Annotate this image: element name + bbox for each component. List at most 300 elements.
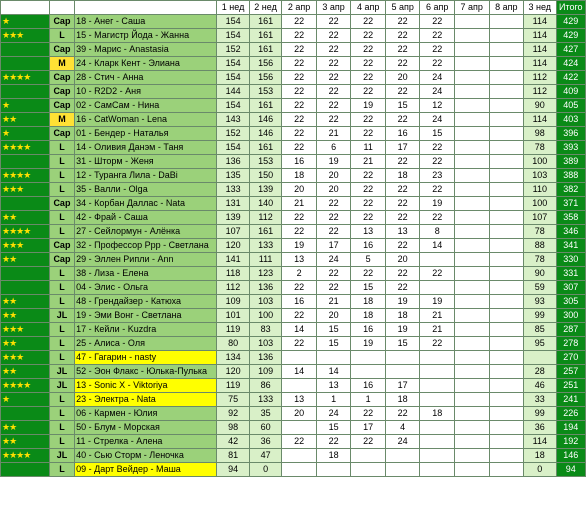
participant-name[interactable]: 23 - Электра - Nata xyxy=(75,393,217,407)
week1-cell[interactable]: 154 xyxy=(217,57,250,71)
day-score-cell[interactable] xyxy=(454,183,489,197)
table-row[interactable] xyxy=(1,435,586,449)
day-score-cell[interactable] xyxy=(454,169,489,183)
day-score-cell[interactable] xyxy=(454,85,489,99)
day-score-cell[interactable] xyxy=(489,239,524,253)
day-score-cell[interactable]: 16 xyxy=(282,295,317,309)
day-score-cell[interactable] xyxy=(282,351,317,365)
week1-cell[interactable]: 112 xyxy=(217,281,250,295)
total-cell[interactable]: 371 xyxy=(556,197,585,211)
day-score-cell[interactable] xyxy=(454,463,489,477)
day-score-cell[interactable]: 22 xyxy=(282,337,317,351)
week2-cell[interactable]: 133 xyxy=(249,393,282,407)
total-cell[interactable]: 257 xyxy=(556,365,585,379)
week3-cell[interactable]: 112 xyxy=(524,85,557,99)
day-score-cell[interactable] xyxy=(454,15,489,29)
day-score-cell[interactable]: 22 xyxy=(316,435,351,449)
day-score-cell[interactable] xyxy=(454,407,489,421)
day-score-cell[interactable]: 22 xyxy=(351,57,386,71)
total-cell[interactable]: 305 xyxy=(556,295,585,309)
participant-name[interactable]: 35 - Валли - Olga xyxy=(75,183,217,197)
day-score-cell[interactable]: 22 xyxy=(316,85,351,99)
day-score-cell[interactable]: 22 xyxy=(351,435,386,449)
rank-cell[interactable]: L xyxy=(49,169,74,183)
rank-cell[interactable]: L xyxy=(49,183,74,197)
table-row[interactable] xyxy=(1,253,586,267)
day-score-cell[interactable]: 22 xyxy=(385,85,420,99)
rank-cell[interactable]: L xyxy=(49,351,74,365)
day-score-cell[interactable]: 20 xyxy=(282,407,317,421)
day-score-cell[interactable] xyxy=(351,365,386,379)
week3-cell[interactable]: 95 xyxy=(524,337,557,351)
week3-cell[interactable]: 78 xyxy=(524,141,557,155)
day-score-cell[interactable]: 15 xyxy=(316,337,351,351)
day-score-cell[interactable]: 21 xyxy=(420,323,455,337)
participant-name[interactable]: 47 - Гагарин - nasty xyxy=(75,351,217,365)
week3-cell[interactable]: 100 xyxy=(524,155,557,169)
day-score-cell[interactable]: 22 xyxy=(385,155,420,169)
day-score-cell[interactable]: 22 xyxy=(351,169,386,183)
week3-cell[interactable]: 114 xyxy=(524,43,557,57)
day-score-cell[interactable] xyxy=(489,15,524,29)
day-score-cell[interactable] xyxy=(282,421,317,435)
day-score-cell[interactable]: 18 xyxy=(316,449,351,463)
total-cell[interactable]: 429 xyxy=(556,15,585,29)
day-score-cell[interactable]: 22 xyxy=(282,211,317,225)
week1-cell[interactable]: 154 xyxy=(217,15,250,29)
day-score-cell[interactable]: 14 xyxy=(420,239,455,253)
rank-cell[interactable]: L xyxy=(49,141,74,155)
day-score-cell[interactable] xyxy=(489,197,524,211)
day-score-cell[interactable] xyxy=(454,141,489,155)
participant-name[interactable]: 15 - Магистр Йода - Жанна xyxy=(75,29,217,43)
table-row[interactable] xyxy=(1,393,586,407)
day-score-cell[interactable]: 22 xyxy=(282,71,317,85)
week3-cell[interactable]: 114 xyxy=(524,435,557,449)
day-score-cell[interactable] xyxy=(420,421,455,435)
day-score-cell[interactable]: 24 xyxy=(316,407,351,421)
week2-cell[interactable]: 161 xyxy=(249,225,282,239)
day-score-cell[interactable]: 22 xyxy=(282,141,317,155)
day-score-cell[interactable] xyxy=(489,71,524,85)
day-score-cell[interactable] xyxy=(489,29,524,43)
day-score-cell[interactable]: 17 xyxy=(316,239,351,253)
table-row[interactable] xyxy=(1,267,586,281)
day-score-cell[interactable]: 22 xyxy=(316,267,351,281)
day-score-cell[interactable] xyxy=(489,253,524,267)
day-score-cell[interactable]: 22 xyxy=(316,99,351,113)
day-score-cell[interactable]: 14 xyxy=(316,365,351,379)
day-score-cell[interactable]: 15 xyxy=(385,99,420,113)
week3-cell[interactable]: 99 xyxy=(524,309,557,323)
week3-cell[interactable]: 98 xyxy=(524,127,557,141)
total-cell[interactable]: 427 xyxy=(556,43,585,57)
day-score-cell[interactable]: 22 xyxy=(282,29,317,43)
table-row[interactable] xyxy=(1,337,586,351)
day-score-cell[interactable]: 22 xyxy=(420,337,455,351)
day-score-cell[interactable]: 16 xyxy=(351,239,386,253)
day-score-cell[interactable] xyxy=(454,351,489,365)
week2-cell[interactable]: 153 xyxy=(249,85,282,99)
day-score-cell[interactable]: 6 xyxy=(316,141,351,155)
day-score-cell[interactable]: 22 xyxy=(351,85,386,99)
week2-cell[interactable]: 161 xyxy=(249,141,282,155)
day-score-cell[interactable]: 19 xyxy=(282,239,317,253)
rank-cell[interactable]: L xyxy=(49,29,74,43)
participant-name[interactable]: 50 - Блум - Морская xyxy=(75,421,217,435)
day-score-cell[interactable]: 21 xyxy=(316,295,351,309)
day-score-cell[interactable] xyxy=(489,267,524,281)
table-row[interactable] xyxy=(1,449,586,463)
day-score-cell[interactable]: 18 xyxy=(351,295,386,309)
week2-cell[interactable]: 36 xyxy=(249,435,282,449)
rank-cell[interactable]: L xyxy=(49,211,74,225)
day-score-cell[interactable]: 22 xyxy=(282,85,317,99)
rank-cell[interactable]: JL xyxy=(49,449,74,463)
day-score-cell[interactable] xyxy=(454,71,489,85)
day-score-cell[interactable] xyxy=(454,281,489,295)
table-row[interactable] xyxy=(1,463,586,477)
day-score-cell[interactable]: 18 xyxy=(385,169,420,183)
participant-name[interactable]: 27 - Сейлормун - Алёнка xyxy=(75,225,217,239)
day-score-cell[interactable] xyxy=(351,449,386,463)
total-cell[interactable]: 331 xyxy=(556,267,585,281)
rank-cell[interactable]: Cap xyxy=(49,239,74,253)
week2-cell[interactable]: 123 xyxy=(249,267,282,281)
day-score-cell[interactable] xyxy=(489,183,524,197)
day-score-cell[interactable]: 18 xyxy=(420,407,455,421)
day-score-cell[interactable]: 22 xyxy=(351,211,386,225)
day-score-cell[interactable] xyxy=(454,57,489,71)
day-score-cell[interactable]: 20 xyxy=(316,183,351,197)
week2-cell[interactable]: 161 xyxy=(249,29,282,43)
day-score-cell[interactable]: 17 xyxy=(351,421,386,435)
day-score-cell[interactable]: 18 xyxy=(351,309,386,323)
week1-cell[interactable]: 109 xyxy=(217,295,250,309)
week3-cell[interactable]: 18 xyxy=(524,449,557,463)
day-score-cell[interactable] xyxy=(454,295,489,309)
rank-cell[interactable]: Cap xyxy=(49,197,74,211)
table-row[interactable] xyxy=(1,183,586,197)
day-score-cell[interactable]: 22 xyxy=(282,99,317,113)
day-score-cell[interactable]: 19 xyxy=(316,155,351,169)
day-score-cell[interactable] xyxy=(489,421,524,435)
day-score-cell[interactable] xyxy=(489,155,524,169)
day-score-cell[interactable] xyxy=(489,407,524,421)
day-score-cell[interactable]: 15 xyxy=(316,421,351,435)
day-score-cell[interactable]: 22 xyxy=(420,267,455,281)
participant-name[interactable]: 48 - Грендайзер - Катюха xyxy=(75,295,217,309)
rank-cell[interactable]: L xyxy=(49,155,74,169)
day-score-cell[interactable]: 22 xyxy=(385,43,420,57)
week3-cell[interactable]: 28 xyxy=(524,365,557,379)
participant-name[interactable]: 28 - Стич - Анна xyxy=(75,71,217,85)
participant-name[interactable]: 24 - Кларк Кент - Элиана xyxy=(75,57,217,71)
week3-cell[interactable]: 103 xyxy=(524,169,557,183)
day-score-cell[interactable]: 22 xyxy=(420,155,455,169)
day-score-cell[interactable] xyxy=(454,323,489,337)
week1-cell[interactable]: 131 xyxy=(217,197,250,211)
week2-cell[interactable]: 161 xyxy=(249,43,282,57)
day-score-cell[interactable]: 22 xyxy=(351,407,386,421)
total-cell[interactable]: 424 xyxy=(556,57,585,71)
day-score-cell[interactable]: 22 xyxy=(351,113,386,127)
total-cell[interactable]: 429 xyxy=(556,29,585,43)
day-score-cell[interactable]: 22 xyxy=(385,113,420,127)
day-score-cell[interactable]: 23 xyxy=(420,169,455,183)
day-score-cell[interactable] xyxy=(454,435,489,449)
table-row[interactable] xyxy=(1,15,586,29)
week2-cell[interactable]: 136 xyxy=(249,281,282,295)
day-score-cell[interactable]: 20 xyxy=(385,253,420,267)
table-row[interactable] xyxy=(1,239,586,253)
week3-cell[interactable]: 90 xyxy=(524,267,557,281)
day-score-cell[interactable]: 14 xyxy=(282,365,317,379)
week2-cell[interactable]: 150 xyxy=(249,169,282,183)
week1-cell[interactable]: 107 xyxy=(217,225,250,239)
table-row[interactable] xyxy=(1,57,586,71)
day-score-cell[interactable] xyxy=(454,211,489,225)
rank-cell[interactable]: L xyxy=(49,267,74,281)
rank-cell[interactable]: Cap xyxy=(49,15,74,29)
week1-cell[interactable]: 135 xyxy=(217,169,250,183)
participant-name[interactable]: 39 - Марис - Anastasia xyxy=(75,43,217,57)
day-score-cell[interactable]: 20 xyxy=(282,183,317,197)
day-score-cell[interactable] xyxy=(420,365,455,379)
day-score-cell[interactable] xyxy=(420,393,455,407)
day-score-cell[interactable] xyxy=(489,113,524,127)
day-score-cell[interactable]: 22 xyxy=(282,15,317,29)
day-score-cell[interactable]: 21 xyxy=(282,197,317,211)
day-score-cell[interactable]: 22 xyxy=(420,29,455,43)
total-cell[interactable]: 94 xyxy=(556,463,585,477)
day-score-cell[interactable]: 24 xyxy=(420,71,455,85)
day-score-cell[interactable]: 22 xyxy=(316,211,351,225)
week2-cell[interactable]: 139 xyxy=(249,183,282,197)
table-row[interactable] xyxy=(1,99,586,113)
total-cell[interactable]: 146 xyxy=(556,449,585,463)
table-row[interactable] xyxy=(1,29,586,43)
day-score-cell[interactable]: 11 xyxy=(351,141,386,155)
day-score-cell[interactable]: 24 xyxy=(420,113,455,127)
table-row[interactable] xyxy=(1,43,586,57)
total-cell[interactable]: 422 xyxy=(556,71,585,85)
day-score-cell[interactable] xyxy=(385,463,420,477)
day-score-cell[interactable] xyxy=(385,365,420,379)
day-score-cell[interactable]: 22 xyxy=(316,29,351,43)
participant-name[interactable]: 04 - Элис - Ольга xyxy=(75,281,217,295)
day-score-cell[interactable] xyxy=(420,253,455,267)
day-score-cell[interactable] xyxy=(489,435,524,449)
week3-cell[interactable]: 59 xyxy=(524,281,557,295)
week3-cell[interactable]: 100 xyxy=(524,197,557,211)
week3-cell[interactable]: 46 xyxy=(524,379,557,393)
table-row[interactable] xyxy=(1,421,586,435)
day-score-cell[interactable]: 24 xyxy=(420,85,455,99)
total-cell[interactable]: 307 xyxy=(556,281,585,295)
day-score-cell[interactable]: 19 xyxy=(420,197,455,211)
day-score-cell[interactable]: 22 xyxy=(420,57,455,71)
total-cell[interactable]: 389 xyxy=(556,155,585,169)
week2-cell[interactable]: 60 xyxy=(249,421,282,435)
table-row[interactable] xyxy=(1,211,586,225)
day-score-cell[interactable]: 22 xyxy=(351,71,386,85)
week3-cell[interactable]: 110 xyxy=(524,183,557,197)
week2-cell[interactable]: 103 xyxy=(249,337,282,351)
week2-cell[interactable]: 83 xyxy=(249,323,282,337)
week1-cell[interactable]: 98 xyxy=(217,421,250,435)
week2-cell[interactable]: 161 xyxy=(249,15,282,29)
week2-cell[interactable]: 161 xyxy=(249,99,282,113)
day-score-cell[interactable] xyxy=(420,351,455,365)
day-score-cell[interactable] xyxy=(454,29,489,43)
day-score-cell[interactable]: 22 xyxy=(385,57,420,71)
day-score-cell[interactable]: 22 xyxy=(282,127,317,141)
total-cell[interactable]: 287 xyxy=(556,323,585,337)
table-row[interactable] xyxy=(1,407,586,421)
week1-cell[interactable]: 119 xyxy=(217,323,250,337)
day-score-cell[interactable]: 22 xyxy=(351,197,386,211)
day-score-cell[interactable]: 21 xyxy=(351,155,386,169)
day-score-cell[interactable] xyxy=(454,155,489,169)
week3-cell[interactable]: 36 xyxy=(524,421,557,435)
participant-name[interactable]: 09 - Дарт Вейдер - Маша xyxy=(75,463,217,477)
week1-cell[interactable]: 118 xyxy=(217,267,250,281)
week3-cell[interactable]: 0 xyxy=(524,463,557,477)
week2-cell[interactable]: 136 xyxy=(249,351,282,365)
day-score-cell[interactable]: 22 xyxy=(420,141,455,155)
day-score-cell[interactable] xyxy=(489,365,524,379)
rank-cell[interactable]: L xyxy=(49,295,74,309)
participant-name[interactable]: 19 - Эми Вонг - Светлана xyxy=(75,309,217,323)
week3-cell[interactable]: 78 xyxy=(524,253,557,267)
day-score-cell[interactable] xyxy=(454,127,489,141)
day-score-cell[interactable] xyxy=(454,309,489,323)
total-cell[interactable]: 270 xyxy=(556,351,585,365)
day-score-cell[interactable]: 22 xyxy=(420,15,455,29)
day-score-cell[interactable]: 22 xyxy=(282,225,317,239)
day-score-cell[interactable]: 22 xyxy=(282,43,317,57)
week2-cell[interactable]: 103 xyxy=(249,295,282,309)
total-cell[interactable]: 388 xyxy=(556,169,585,183)
rank-cell[interactable]: L xyxy=(49,407,74,421)
day-score-cell[interactable] xyxy=(454,225,489,239)
week3-cell[interactable] xyxy=(524,351,557,365)
day-score-cell[interactable] xyxy=(489,57,524,71)
week1-cell[interactable]: 81 xyxy=(217,449,250,463)
day-score-cell[interactable] xyxy=(489,141,524,155)
day-score-cell[interactable] xyxy=(454,421,489,435)
day-score-cell[interactable]: 16 xyxy=(351,379,386,393)
day-score-cell[interactable] xyxy=(489,449,524,463)
day-score-cell[interactable]: 22 xyxy=(351,127,386,141)
total-cell[interactable]: 300 xyxy=(556,309,585,323)
week2-cell[interactable]: 112 xyxy=(249,211,282,225)
rank-cell[interactable]: L xyxy=(49,225,74,239)
day-score-cell[interactable]: 19 xyxy=(420,295,455,309)
day-score-cell[interactable]: 22 xyxy=(316,197,351,211)
day-score-cell[interactable]: 20 xyxy=(385,71,420,85)
day-score-cell[interactable] xyxy=(489,43,524,57)
participant-name[interactable]: 18 - Анег - Саша xyxy=(75,15,217,29)
table-row[interactable] xyxy=(1,113,586,127)
day-score-cell[interactable]: 22 xyxy=(316,225,351,239)
day-score-cell[interactable] xyxy=(454,393,489,407)
day-score-cell[interactable] xyxy=(420,449,455,463)
day-score-cell[interactable] xyxy=(489,463,524,477)
week2-cell[interactable]: 146 xyxy=(249,127,282,141)
total-cell[interactable]: 194 xyxy=(556,421,585,435)
day-score-cell[interactable] xyxy=(385,449,420,463)
day-score-cell[interactable]: 22 xyxy=(351,29,386,43)
day-score-cell[interactable]: 15 xyxy=(351,281,386,295)
week2-cell[interactable]: 133 xyxy=(249,239,282,253)
day-score-cell[interactable] xyxy=(282,379,317,393)
total-cell[interactable]: 396 xyxy=(556,127,585,141)
day-score-cell[interactable]: 24 xyxy=(385,435,420,449)
total-cell[interactable]: 241 xyxy=(556,393,585,407)
day-score-cell[interactable]: 1 xyxy=(351,393,386,407)
week3-cell[interactable]: 93 xyxy=(524,295,557,309)
day-score-cell[interactable]: 24 xyxy=(316,253,351,267)
day-score-cell[interactable]: 22 xyxy=(351,183,386,197)
day-score-cell[interactable] xyxy=(489,127,524,141)
day-score-cell[interactable]: 16 xyxy=(282,155,317,169)
day-score-cell[interactable]: 1 xyxy=(316,393,351,407)
day-score-cell[interactable] xyxy=(454,365,489,379)
day-score-cell[interactable]: 20 xyxy=(316,169,351,183)
table-row[interactable] xyxy=(1,323,586,337)
total-cell[interactable]: 403 xyxy=(556,113,585,127)
total-cell[interactable]: 382 xyxy=(556,183,585,197)
week3-cell[interactable]: 112 xyxy=(524,71,557,85)
day-score-cell[interactable] xyxy=(420,463,455,477)
day-score-cell[interactable]: 13 xyxy=(282,393,317,407)
day-score-cell[interactable]: 14 xyxy=(282,323,317,337)
table-row[interactable] xyxy=(1,141,586,155)
day-score-cell[interactable]: 15 xyxy=(316,323,351,337)
participant-name[interactable]: 13 - Sonic X - Viktoriya xyxy=(75,379,217,393)
day-score-cell[interactable]: 19 xyxy=(351,337,386,351)
table-row[interactable] xyxy=(1,71,586,85)
week1-cell[interactable]: 154 xyxy=(217,99,250,113)
total-cell[interactable]: 330 xyxy=(556,253,585,267)
rank-cell[interactable]: L xyxy=(49,323,74,337)
day-score-cell[interactable] xyxy=(489,323,524,337)
week2-cell[interactable]: 100 xyxy=(249,309,282,323)
total-cell[interactable]: 405 xyxy=(556,99,585,113)
day-score-cell[interactable] xyxy=(454,379,489,393)
week1-cell[interactable]: 134 xyxy=(217,351,250,365)
week2-cell[interactable]: 156 xyxy=(249,71,282,85)
total-cell[interactable]: 341 xyxy=(556,239,585,253)
day-score-cell[interactable]: 22 xyxy=(282,281,317,295)
week3-cell[interactable]: 33 xyxy=(524,393,557,407)
day-score-cell[interactable]: 4 xyxy=(385,421,420,435)
day-score-cell[interactable] xyxy=(489,99,524,113)
day-score-cell[interactable]: 19 xyxy=(385,295,420,309)
day-score-cell[interactable] xyxy=(489,393,524,407)
day-score-cell[interactable] xyxy=(454,253,489,267)
table-row[interactable] xyxy=(1,379,586,393)
week1-cell[interactable]: 120 xyxy=(217,365,250,379)
participant-name[interactable]: 01 - Бендер - Наталья xyxy=(75,127,217,141)
week2-cell[interactable]: 0 xyxy=(249,463,282,477)
day-score-cell[interactable]: 22 xyxy=(351,267,386,281)
day-score-cell[interactable]: 18 xyxy=(282,169,317,183)
day-score-cell[interactable]: 22 xyxy=(420,183,455,197)
day-score-cell[interactable]: 17 xyxy=(385,141,420,155)
